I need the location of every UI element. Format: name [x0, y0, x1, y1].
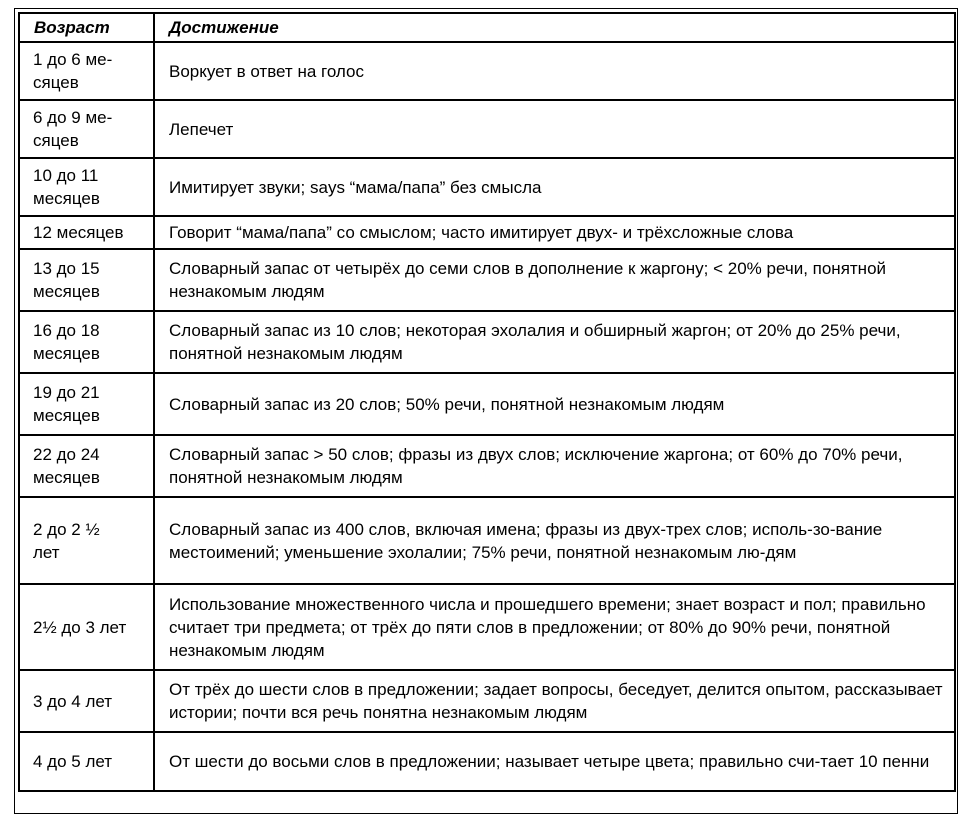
table-frame — [14, 8, 958, 814]
table-row — [19, 158, 955, 216]
achievement-cell: Говорит “мама/папа” со смыслом; часто имитирует двух- и трёхсложные слова — [154, 216, 955, 249]
achievement-cell: Словарный запас из 10 слов; некоторая эхолалия и обширный жаргон; от 20% до 25% речи, понятной незнакомым людям — [154, 311, 955, 373]
achievement-cell: Имитирует звуки; says “мама/папа” без смысла — [154, 158, 955, 216]
header-row — [19, 13, 955, 42]
age-cell: 6 до 9 ме-сяцев — [19, 100, 154, 158]
table-row — [19, 42, 955, 100]
table-row — [19, 311, 955, 373]
achievement-cell: Словарный запас из 400 слов, включая имена; фразы из двух-трех слов; исполь-зо-вание местоимений; уменьшение эхолалии; 75% речи, понятной незнакомым лю-дям — [154, 497, 955, 584]
achievement-cell: От трёх до шести слов в предложении; задает вопросы, беседует, делится опытом, рассказывает истории; почти вся речь понятна незнакомым людям — [154, 670, 955, 732]
age-cell: 2 до 2 ½ лет — [19, 497, 154, 584]
age-cell: 13 до 15 месяцев — [19, 249, 154, 311]
table-row — [19, 497, 955, 584]
table-row — [19, 216, 955, 249]
age-cell: 19 до 21 месяцев — [19, 373, 154, 435]
age-cell: 22 до 24 месяцев — [19, 435, 154, 497]
achievement-cell: Словарный запас из 20 слов; 50% речи, понятной незнакомым людям — [154, 373, 955, 435]
table-row — [19, 249, 955, 311]
header-achievement: Достижение — [154, 13, 955, 42]
header-age: Возраст — [19, 13, 154, 42]
table-row — [19, 100, 955, 158]
age-cell: 1 до 6 ме-сяцев — [19, 42, 154, 100]
age-cell: 2½ до 3 лет — [19, 584, 154, 670]
table-row — [19, 435, 955, 497]
achievement-cell: Словарный запас > 50 слов; фразы из двух слов; исключение жаргона; от 60% до 70% речи, понятной незнакомым людям — [154, 435, 955, 497]
table-row — [19, 373, 955, 435]
age-cell: 3 до 4 лет — [19, 670, 154, 732]
achievement-cell: Воркует в ответ на голос — [154, 42, 955, 100]
achievement-cell: Словарный запас от четырёх до семи слов в дополнение к жаргону; < 20% речи, понятной незнакомым людям — [154, 249, 955, 311]
age-cell: 16 до 18 месяцев — [19, 311, 154, 373]
table-row — [19, 732, 955, 791]
age-cell: 12 месяцев — [19, 216, 154, 249]
table-row — [19, 670, 955, 732]
table-row — [19, 584, 955, 670]
achievement-cell: Лепечет — [154, 100, 955, 158]
age-cell: 4 до 5 лет — [19, 732, 154, 791]
achievement-cell: Использование множественного числа и прошедшего времени; знает возраст и пол; правильно считает три предмета; от трёх до пяти слов в предложении; от 80% до 90% речи, понятной незнакомым людям — [154, 584, 955, 670]
speech-milestones-table — [18, 12, 956, 792]
age-cell: 10 до 11 месяцев — [19, 158, 154, 216]
achievement-cell: От шести до восьми слов в предложении; называет четыре цвета; правильно счи-тает 10 пенни — [154, 732, 955, 791]
